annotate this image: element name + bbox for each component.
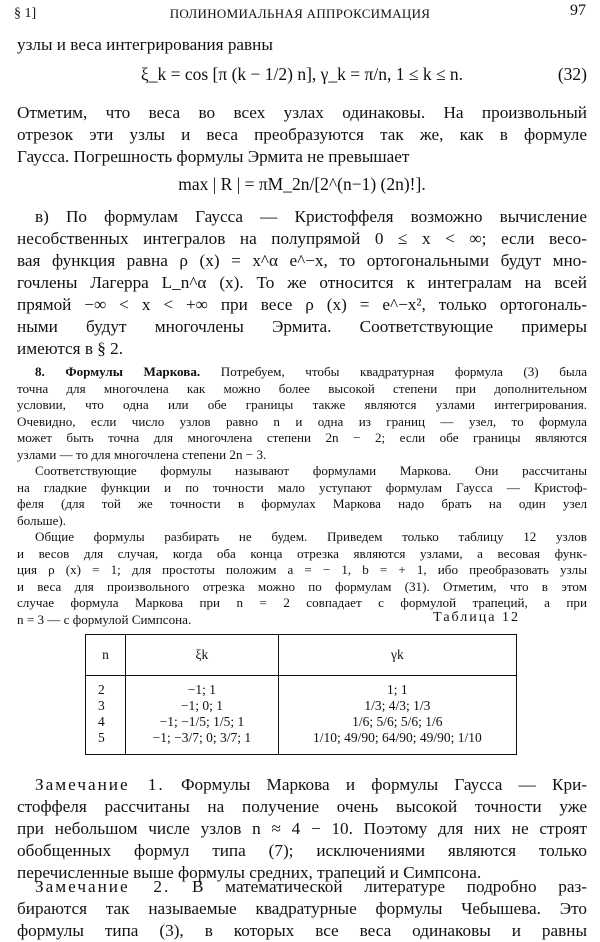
section-ref: § 1]	[14, 6, 37, 21]
table-12	[85, 634, 517, 755]
col-header-n: n	[86, 635, 126, 676]
remark-2-label: Замечание 2.	[35, 877, 171, 896]
formula-error: max | R | = πM_2n/[2^(n−1) (2n)!].	[178, 174, 426, 194]
section-8-title: 8. Формулы Маркова.	[35, 364, 201, 379]
table-row: 2 −1; 1 1; 1	[86, 682, 517, 698]
table-row: 4 −1; −1/5; 1/5; 1 1/6; 5/6; 5/6; 1/6	[86, 714, 517, 730]
remark-1: Замечание 1. Формулы Маркова и формулы Гаусса — Кри- стоффеля рассчитаны на получение очень высокой точности уже при небольшом числе узлов n ≈ 4 − 10. Поэтому для них не строят обобщенных формул типа (7); исключениями являются только перечисленные выше формулы средних, трапеций и Симпсона.	[17, 775, 587, 882]
section-8: 8. Формулы Маркова. Потребуем, чтобы квадратурная формула (3) была точна для многочлена как можно более высокой степени при дополнительном условии, что одна или обе границы также являются узлами интегрирования. Очевидно, если число узлов равно n и одна из границ — узел, то формула может быть точна для многочлена степени 2n − 2; если обе границы являются узлами — то для многочлена степени 2n − 3. Соответствующие формулы называют формулами Маркова. Они рассчитаны на гладкие функции и по точности мало уступают формулам Гаусса — Кристоф- феля (для той же точности в формулах Маркова надо брать на один узел больше). Общие формулы разбирать не будем. Приведем только таблицу 12 узлов и весов для случая, когда оба конца отрезка являются узлами, а весовая функ- ция ρ (x) = 1; для простоты положим a = − 1, b = + 1, ибо преобразовать узлы и веса для произвольного отрезка можно по формулам (31). Отметим, что в этом случае формула Маркова при n = 2 совпадает с формулой трапеций, а при n = 3 — с формулой Симпсона.	[17, 364, 588, 627]
table-caption: Таблица 12	[433, 610, 520, 625]
remark-2: Замечание 2. В математической литературе подробно раз- бираются так называемые квадратурные формулы Чебышева. Это формулы типа (3), в которых все веса одинаковы и равны	[17, 877, 588, 940]
col-header-xi: ξk	[126, 635, 279, 676]
remark-1-label: Замечание 1.	[35, 775, 165, 794]
table-row: 5 −1; −3/7; 0; 3/7; 1 1/10; 49/90; 64/90; 49/90; 1/10	[86, 730, 517, 746]
table-row: 3 −1; 0; 1 1/3; 4/3; 1/3	[86, 698, 517, 714]
page-number: 97	[570, 2, 586, 19]
paragraph-hermite: Отметим, что веса во всех узлах одинаковы. На произвольный отрезок эти узлы и веса преобразуются так же, как в формуле Гаусса. Погрешность формулы Эрмита не превышает	[17, 103, 587, 166]
col-header-gamma: γk	[278, 635, 516, 676]
running-title: ПОЛИНОМИАЛЬНАЯ АППРОКСИМАЦИЯ	[169, 6, 431, 21]
running-header	[14, 2, 586, 24]
formula-32-body: ξ_k = cos [π (k − 1/2) n], γ_k = π/n, 1 ≤ k ≤ n.	[140, 64, 464, 84]
intro-line: узлы и веса интегрирования равны	[17, 35, 273, 54]
equation-number: (32)	[557, 64, 587, 84]
paragraph-v: в) По формулам Гаусса — Кристоффеля возможно вычисление несобственных интегралов на полупрямой 0 ≤ x < ∞; если весо- вая функция равна ρ (x) = x^α e^−x, то ортогональными будут мно- гочлены Лагерра L_n^α (x). То же относится к интегралам на всей прямой −∞ < x < +∞ при весе ρ (x) = e^−x², только ортогональ- ными будут многочлены Эрмита. Соответствующие примеры имеются в § 2.	[17, 207, 587, 358]
formula-32	[17, 62, 587, 86]
